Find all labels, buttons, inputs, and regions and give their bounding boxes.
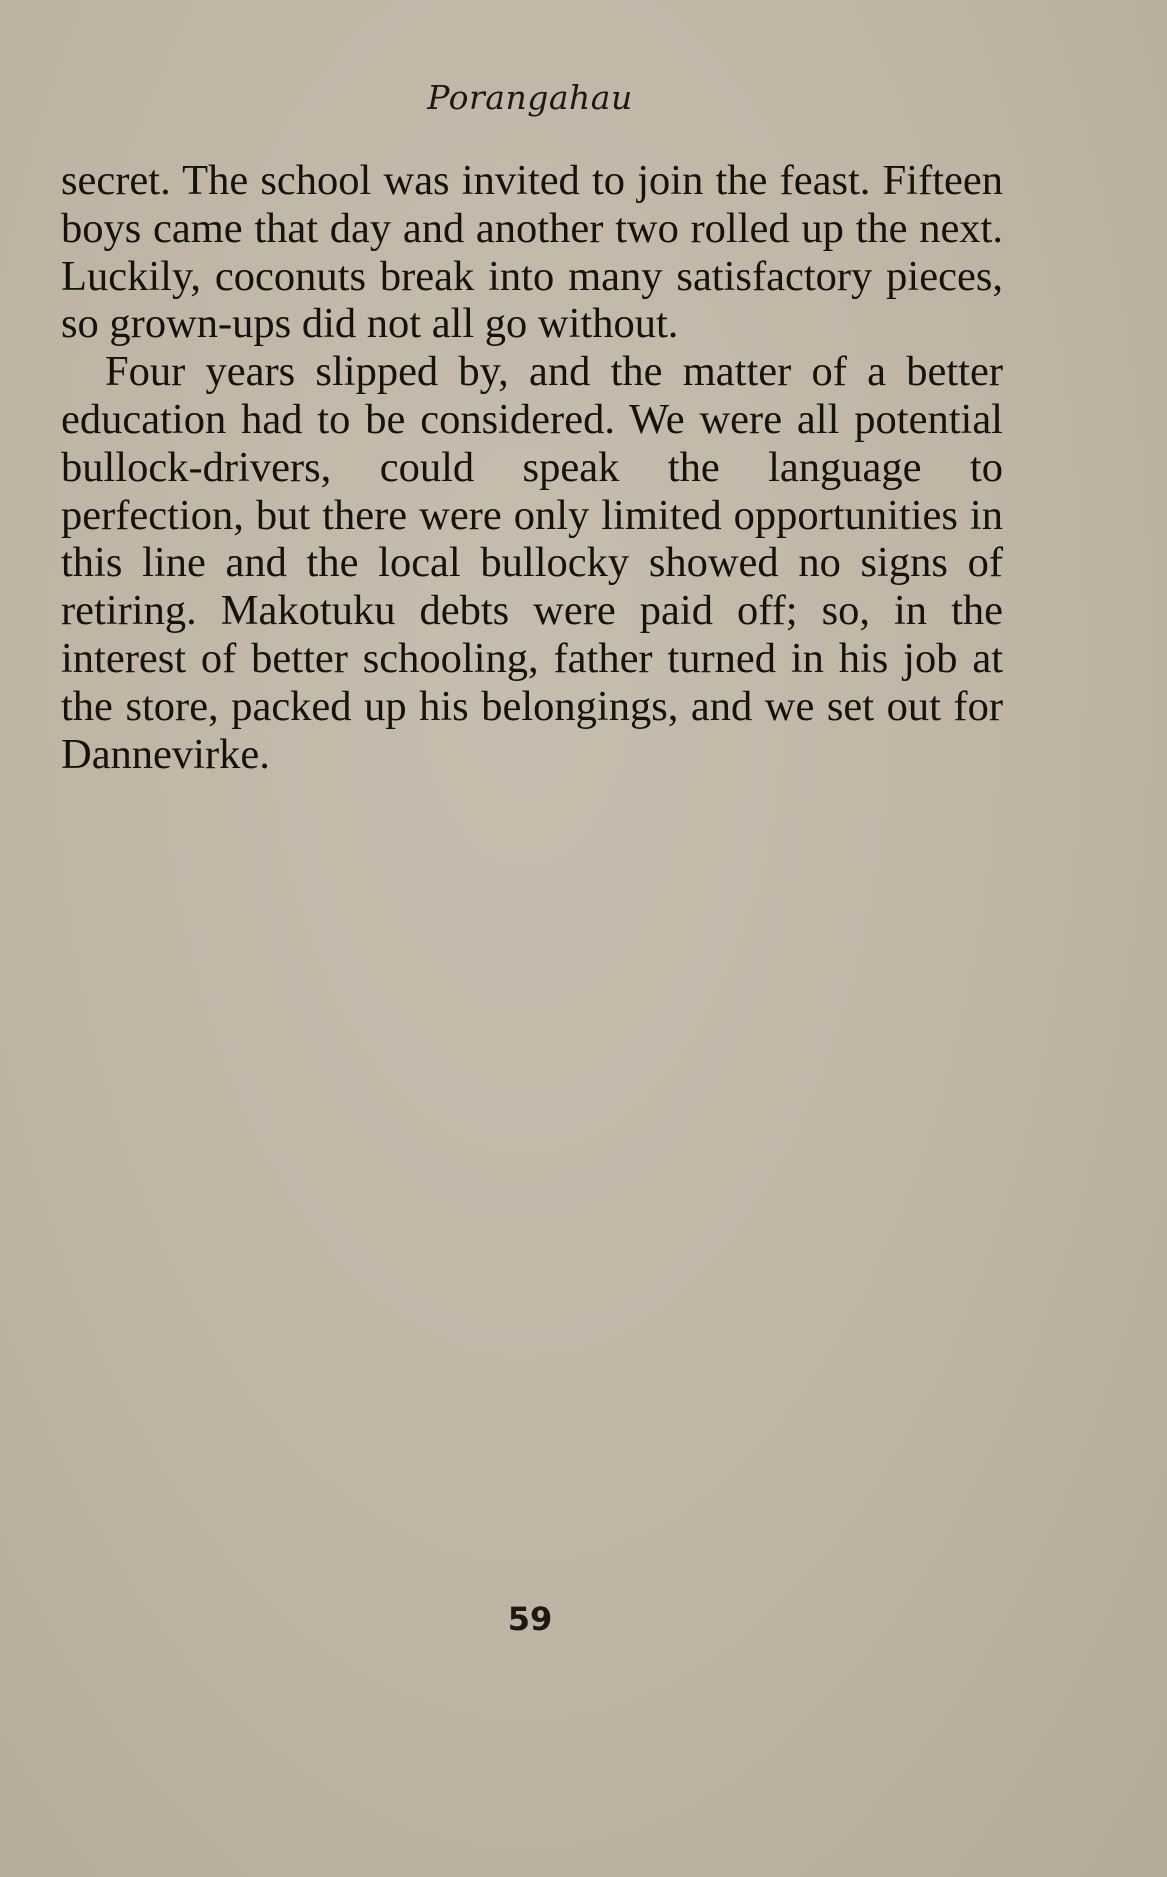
page-number: 59 xyxy=(507,1600,553,1638)
running-head: Porangahau xyxy=(427,78,633,117)
paragraph-2: Four years slipped by, and the matter of a better education had to be considered. We were all potential bullock-drivers, could speak the language to perfection, but there were only limited opportunities in this line and the local bullocky showed no signs of retiring. Makotuku debts were paid off; so, in the interest of better schooling, father turned in his job at the store, packed up his belongings, and we set out for Dannevirke. xyxy=(61,348,1003,778)
body-text xyxy=(61,157,1003,778)
paragraph-1: secret. The school was invited to join the feast. Fifteen boys came that day and another two rolled up the next. Luckily, coconuts break into many satisfactory pieces, so grown-ups did not all go without. xyxy=(61,157,1003,348)
